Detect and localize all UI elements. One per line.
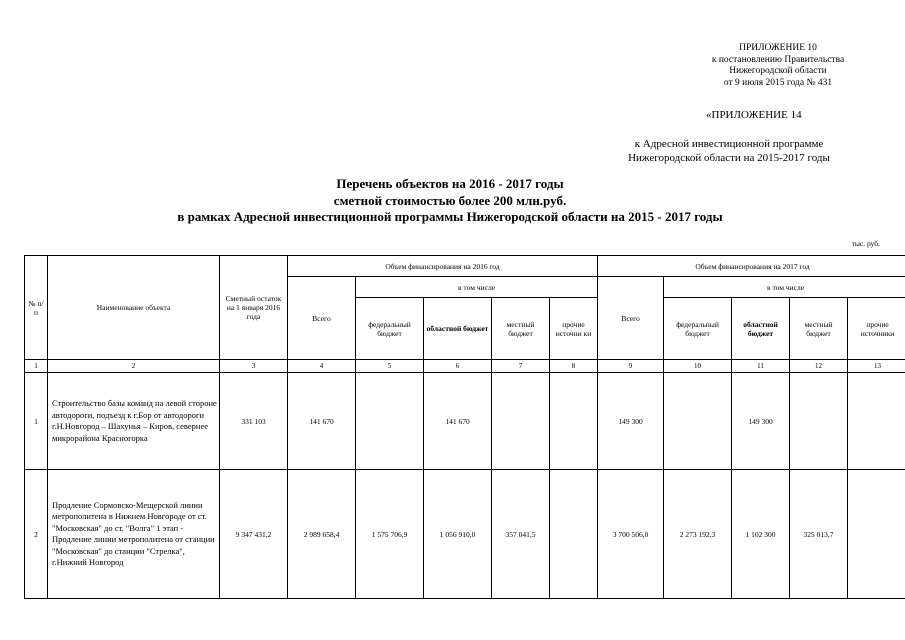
document-title [100,176,800,226]
col-number: 2 [48,360,220,373]
title-line2: сметной стоимостью более 200 млн.руб. [333,192,567,208]
row-num: 1 [25,373,48,470]
header-fin-2017: Объем финансирования на 2017 год [598,256,905,277]
col-number: 1 [25,360,48,373]
header-balance: Сметный остаток на 1 января 2016 года [220,256,288,360]
row-total-2016: 2 989 658,4 [288,470,356,599]
table-row [25,373,905,470]
header-num: № п/п [25,256,48,360]
title-line3: в рамках Адресной инвестиционной программы Нижегородской области на 2015 - 2017 годы [177,209,723,224]
header-regional-2017: областной бюджет [732,298,790,360]
col-number: 12 [790,360,848,373]
row-federal-2017: 2 273 192,3 [664,470,732,599]
col-number: 8 [550,360,598,373]
header-local-2017: местный бюджет [790,298,848,360]
header-other-2016: прочие источни ки [550,298,598,360]
row-total-2017: 3 700 506,0 [598,470,664,599]
row-local-2017: 325 013,7 [790,470,848,599]
appendix-14-line1: к Адресной инвестиционной программе [634,138,824,150]
row-other-2016 [550,470,598,599]
header-fin-2016: Объем финансирования на 2016 год [288,256,598,277]
appendix-14-line2: Нижегородской области на 2015-2017 годы [628,151,830,164]
appendix-14-title: «ПРИЛОЖЕНИЕ 14 [706,109,802,121]
col-number: 4 [288,360,356,373]
row-total-2016: 141 670 [288,373,356,470]
title-line1: Перечень объектов на 2016 - 2017 годы [336,176,564,191]
header-other-2017: прочие источники [848,298,905,360]
row-name: Строительство базы команд на левой стороне автодороги, подъезд к г.Бор от автодороги г.Н.Новгород – Шахунья – Киров, севернее микрорайона Красногорка [48,373,220,470]
row-federal-2016: 1 575 706,9 [356,470,424,599]
row-other-2017 [848,470,905,599]
row-local-2016 [492,373,550,470]
row-local-2016: 357 041,5 [492,470,550,599]
row-regional-2017: 149 300 [732,373,790,470]
col-number: 11 [732,360,790,373]
appendix-10-date: от 9 июля 2015 года № 431 [723,77,833,88]
appendix-10-title: ПРИЛОЖЕНИЕ 10 [739,43,817,53]
header-federal-2016: федеральный бюджет [356,298,424,360]
row-other-2016 [550,373,598,470]
appendix-10-line3: Нижегородской области [729,66,827,76]
header-incl-2017: в том числе [664,277,905,298]
header-incl-2016: в том числе [356,277,598,298]
col-number: 6 [424,360,492,373]
col-number: 7 [492,360,550,373]
row-regional-2016: 141 670 [424,373,492,470]
header-local-2016: местный бюджет [492,298,550,360]
appendix-10-block [688,43,868,89]
appendix-10-line2: к постановлению Правительства [711,54,845,65]
row-total-2017: 149 300 [598,373,664,470]
row-regional-2016: 1 056 910,0 [424,470,492,599]
row-other-2017 [848,373,905,470]
header-name: Наименование объекта [48,256,220,360]
row-balance: 331 103 [220,373,288,470]
row-federal-2016 [356,373,424,470]
objects-table [24,255,905,599]
col-number: 10 [664,360,732,373]
row-num: 2 [25,470,48,599]
units-label: тыс. руб. [851,239,880,248]
header-regional-2016: областной бюджет [424,298,492,360]
col-number: 13 [848,360,905,373]
table-row [25,470,905,599]
appendix-14-block [600,138,858,165]
row-name: Продление Сормовско-Мещерской линии метрополитена в Нижнем Новгороде от ст. "Московская" до ст. "Волга" 1 этап - Продление линии метрополитена от станции "Московская" до станции "Стрелка", г.Нижний Новгород [48,470,220,599]
header-total-2016: Всего [288,277,356,360]
header-federal-2017: федеральный бюджет [664,298,732,360]
row-balance: 9 347 431,2 [220,470,288,599]
row-local-2017 [790,373,848,470]
col-number: 5 [356,360,424,373]
row-regional-2017: 1 102 300 [732,470,790,599]
row-federal-2017 [664,373,732,470]
col-number: 3 [220,360,288,373]
header-total-2017: Всего [598,277,664,360]
col-number: 9 [598,360,664,373]
